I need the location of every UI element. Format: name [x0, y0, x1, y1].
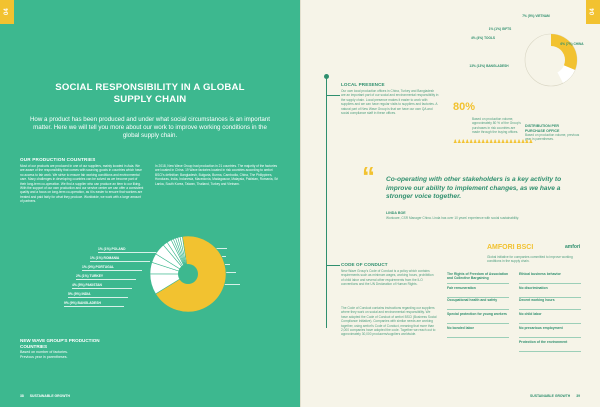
- production-label: 1% (0%) PORTUGAL: [82, 265, 115, 269]
- footer-page-number: 39: [576, 394, 580, 398]
- coc-requirement: No precarious employment: [519, 326, 563, 330]
- office-label-china: 6% (7%) CHINA: [560, 42, 584, 46]
- coc-requirements-col-2: [519, 272, 581, 372]
- production-label: 1% (1%) ROMANIA: [90, 256, 120, 260]
- distribution-heading: [525, 124, 559, 133]
- coc-requirement: Occupational health and safety: [447, 298, 498, 302]
- timeline-line: [326, 78, 327, 328]
- local-presence-heading: LOCAL PRESENCE: [341, 82, 385, 87]
- production-label: 1% (1%) POLAND: [98, 247, 126, 251]
- right-page: [300, 0, 600, 407]
- coc-requirement: Protection of the environment: [519, 340, 568, 344]
- connector-coc: [326, 265, 340, 266]
- coc-requirement: Ethical business behavior: [519, 272, 561, 276]
- coc-body-2: The Code of Conduct contains instructions regarding our suppliers where they work on social and environmental responsibility. We have adopted the Code of Conduct of amfori BSCI (Business Social Compliance Initiative). Companies with similar needs are working together, using amfori's Code of Conduct, meaning that more than 2,000 companies have adopted the code. Together we reach out to approximately 30,000 producers/suppliers worldwide.: [341, 306, 437, 337]
- production-label-line: [82, 270, 142, 271]
- production-label: 4% (5%) PAKISTAN: [72, 283, 102, 287]
- production-label-line: [64, 306, 124, 307]
- pull-quote: Co-operating with other stakeholders is a key activity to improve our ability to implement changes, as we have a stronger voice together.: [386, 176, 562, 201]
- page-title: [0, 82, 300, 106]
- section-tab: 04: [0, 0, 14, 24]
- quote-author: LINDA BOE: [386, 211, 406, 215]
- chart-subtitle-line-2: Previous year in parentheses.: [20, 354, 68, 359]
- production-label: 9% (9%) BANGLADESH: [64, 301, 101, 305]
- coc-requirement: No child labor: [519, 312, 542, 316]
- amfori-logo: amfori: [565, 244, 581, 250]
- production-pie-chart: [138, 224, 238, 324]
- coc-requirement: Special protection for young workers: [447, 312, 507, 316]
- footer-text: SUSTAINABLE GROWTH: [530, 394, 571, 398]
- quote-icon: “: [362, 161, 375, 191]
- connector-local: [326, 95, 340, 96]
- amfori-subtitle: Global initiative for companies committed to improve working conditions in the supply chain.: [487, 255, 573, 264]
- chart-heading-text: NEW WAVE GROUP'S PRODUCTION COUNTRIES: [20, 338, 100, 349]
- percent-stat: 80%: [453, 101, 476, 113]
- chart-subtitle-line-1: Based on number of factories.: [20, 350, 68, 354]
- left-footer: [20, 394, 70, 398]
- people-icons: ♟♟♟♟♟♟♟♟♟♟♟♟♟♟♟♟♟♟♟♟: [453, 139, 533, 145]
- quote-author-role: Workcare, CSR Manager China. Linda has over 10 years' experience with social sustainability.: [386, 216, 520, 220]
- office-label-vietnam: 7% (5%) VIETNAM: [522, 14, 550, 18]
- title-line-1: SOCIAL RESPONSIBILITY IN A GLOBAL: [55, 82, 245, 93]
- right-footer: [530, 394, 580, 398]
- coc-requirements-col-1: [447, 272, 509, 372]
- percent-stat-body: Based on production volume, approximately 80 % of the Group's purchases in risk countries are made through the buying offices.: [472, 117, 521, 135]
- office-label-bangladesh: 13% (13%) BANGLADESH: [469, 64, 509, 68]
- production-label-line: [76, 279, 136, 280]
- coc-requirement: The Rights of Freedom of Association and Collective Bargaining: [447, 272, 509, 281]
- office-label-tools: 4% (4%) TOOLS: [470, 36, 496, 40]
- production-label-line: [68, 297, 128, 298]
- distribution-heading-line-1: DISTRIBUTION PER: [525, 124, 559, 128]
- coc-requirement: No discrimination: [519, 286, 548, 290]
- chart-heading: [20, 338, 100, 349]
- intro-text: How a product has been produced and under what social circumstances is an important matter. Here we will tell you more about our work to improve working conditions in the global supply chain.: [29, 116, 271, 140]
- amfori-title: AMFORI BSCI: [487, 244, 534, 251]
- footer-page-number: 38: [20, 394, 24, 398]
- chart-ring-inner: [537, 46, 565, 74]
- title-line-2: SUPPLY CHAIN: [113, 94, 187, 105]
- section-heading: OUR PRODUCTION COUNTRIES: [20, 157, 96, 162]
- coc-requirement: Decent working hours: [519, 298, 555, 302]
- distribution-subtitle: Based on production volume, previous year in parentheses.: [525, 133, 580, 142]
- local-presence-body: Our own local production offices in China, Turkey and Bangladesh are an important part of our social and environmental responsibility in the supply chain. Local presence makes it easier to work with suppliers and we can have regular visits to suppliers and factories. A natural part of New Wave Group is that we have our own QA and social compliance staff in these offices.: [341, 89, 439, 116]
- production-label: 5% (5%) INDIA: [68, 292, 91, 296]
- chart-subtitle: [20, 350, 68, 359]
- pie-center: [178, 264, 198, 284]
- production-label: 2% (1%) TURKEY: [76, 274, 104, 278]
- body-column-2: In 2018, New Wave Group had production in 21 countries. The majority of the factories are located in China. 19 Wave factories located in risk countries according to amfori BSCI's definition: Bangladesh, Bulgaria, Burma, Cambodia, China, The Philippines, Honduras, India, Indonesia, Macedonia, Madagascar, Malaysia, Pakistan, Romania, Sri Lanka, South Korea, Taiwan, Thailand, Turkey and Vietnam.: [155, 164, 279, 186]
- office-label-gifts: 1% (1%) GIFTS: [488, 27, 512, 31]
- coc-heading: CODE OF CONDUCT: [341, 262, 388, 267]
- distribution-heading-line-2: PURCHASE OFFICE: [525, 128, 560, 133]
- body-column-1: Most of our products are produced in one of our suppliers, mainly located in Asia. We are aware of the responsibility that comes with sourcing goods in countries which have no access to fair work. We strive to ensure fair working conditions and environmental care. Many challenges in developing countries can be solved as we become part of their long-term co-operation. We find a supplier who can produce an item to our liking. With the support of our own production and our service center we can offer a consistent quality and a focus on long-term co-operation, as it is easier to ensure that workers are treated and paid fairly for what they produce. Worldwide, we work with a large amount of partners.: [20, 164, 144, 204]
- coc-requirement: Fair remuneration: [447, 286, 476, 290]
- production-label-line: [72, 288, 132, 289]
- section-tab: 04: [586, 0, 600, 24]
- coc-requirement: No bonded labor: [447, 326, 474, 330]
- footer-text: SUSTAINABLE GROWTH: [29, 394, 70, 398]
- coc-body-1: New Wave Group's Code of Conduct is a policy which contains requirements such as minimum wages, working hours, prohibition of child labor and several other requirements from the ILO conventions and the UN Declaration of Human Rights.: [341, 269, 434, 287]
